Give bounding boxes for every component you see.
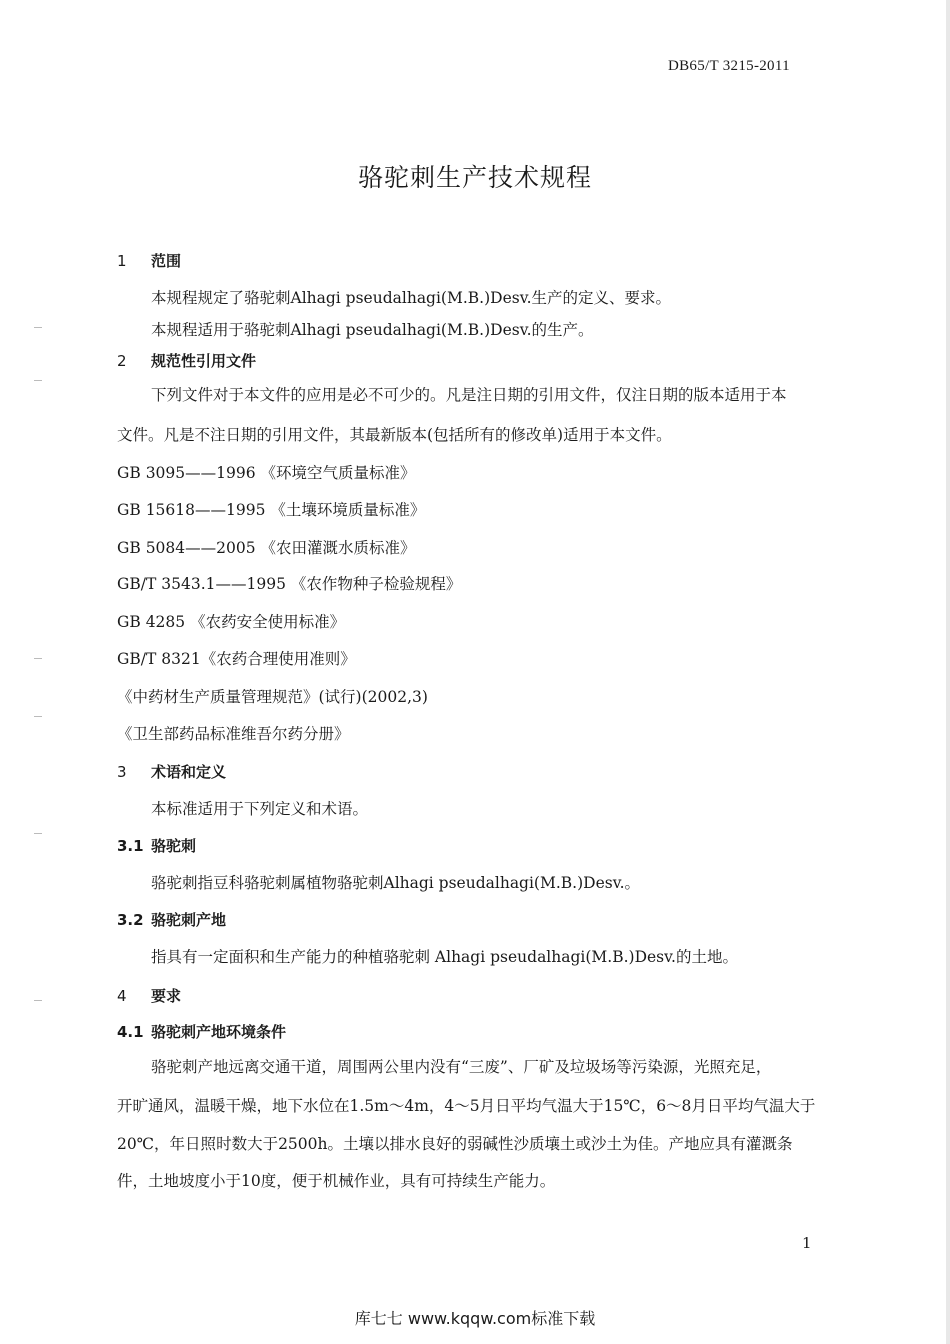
reference-item: 《中药材生产质量管理规范》(试行)(2002,3)	[117, 688, 428, 706]
section-title: 骆驼刺产地环境条件	[151, 1023, 287, 1041]
section-1-heading	[117, 250, 181, 271]
section-number: 3.2	[117, 911, 144, 929]
section-number: 2	[117, 352, 127, 370]
scan-mark	[34, 380, 42, 381]
page-number: 1	[802, 1234, 812, 1252]
section-2-heading	[117, 350, 256, 371]
reference-item: 《卫生部药品标准维吾尔药分册》	[117, 725, 350, 743]
reference-item: GB 15618——1995 《土壤环境质量标准》	[117, 501, 426, 519]
scan-edge	[946, 0, 950, 1344]
section-number: 3.1	[117, 837, 144, 855]
document-number: DB65/T 3215-2011	[668, 58, 790, 74]
scan-mark	[34, 1000, 42, 1001]
section-4-heading	[117, 985, 181, 1006]
section-title: 规范性引用文件	[151, 352, 257, 370]
paragraph-line: 开旷通风，温暖干燥，地下水位在1.5m～4m，4～5月日平均气温大于15℃，6～8月日平均气温大于	[117, 1097, 816, 1115]
subsection-3-1-heading	[117, 835, 196, 856]
page-title: 骆驼刺生产技术规程	[357, 163, 592, 192]
paragraph: 本标准适用于下列定义和术语。	[151, 800, 369, 818]
subsection-4-1-heading	[117, 1021, 286, 1042]
scan-mark	[34, 327, 42, 328]
section-title: 术语和定义	[151, 763, 227, 781]
section-number: 4	[117, 987, 127, 1005]
scan-mark	[34, 716, 42, 717]
section-number: 1	[117, 252, 127, 270]
section-3-heading	[117, 761, 226, 782]
section-title: 骆驼刺产地	[151, 911, 227, 929]
paragraph: 文件。凡是不注日期的引用文件，其最新版本(包括所有的修改单)适用于本文件。	[117, 426, 672, 444]
section-number: 3	[117, 763, 127, 781]
section-title: 骆驼刺	[151, 837, 197, 855]
reference-item: GB 5084——2005 《农田灌溉水质标准》	[117, 539, 416, 557]
footer-watermark: 库七七 www.kqqw.com标准下载	[354, 1309, 596, 1328]
paragraph-line: 骆驼刺产地远离交通干道，周围两公里内没有“三废”、厂矿及垃圾场等污染源，光照充足，	[151, 1058, 772, 1076]
reference-item: GB 4285 《农药安全使用标准》	[117, 613, 346, 631]
reference-item: GB/T 3543.1——1995 《农作物种子检验规程》	[117, 575, 462, 593]
subsection-3-2-heading	[117, 909, 226, 930]
section-number: 4.1	[117, 1023, 144, 1041]
paragraph: 本规程规定了骆驼刺Alhagi pseudalhagi(M.B.)Desv.生产的定义、要求。	[151, 289, 672, 307]
section-title: 范围	[151, 252, 182, 270]
paragraph-line: 20℃，年日照时数大于2500h。土壤以排水良好的弱碱性沙质壤土或沙土为佳。产地应具有灌溉条	[117, 1135, 793, 1153]
paragraph: 指具有一定面积和生产能力的种植骆驼刺 Alhagi pseudalhagi(M.B.)Desv.的土地。	[151, 948, 738, 966]
paragraph-line: 件，土地坡度小于10度，便于机械作业，具有可持续生产能力。	[117, 1172, 556, 1190]
section-title: 要求	[151, 987, 182, 1005]
paragraph: 下列文件对于本文件的应用是必不可少的。凡是注日期的引用文件，仅注日期的版本适用于本	[151, 386, 787, 404]
scan-mark	[34, 658, 42, 659]
reference-item: GB/T 8321《农药合理使用准则》	[117, 650, 356, 668]
reference-item: GB 3095——1996 《环境空气质量标准》	[117, 464, 416, 482]
paragraph: 本规程适用于骆驼刺Alhagi pseudalhagi(M.B.)Desv.的生产。	[151, 321, 594, 339]
paragraph: 骆驼刺指豆科骆驼刺属植物骆驼刺Alhagi pseudalhagi(M.B.)Desv.。	[151, 874, 641, 892]
scan-mark	[34, 833, 42, 834]
